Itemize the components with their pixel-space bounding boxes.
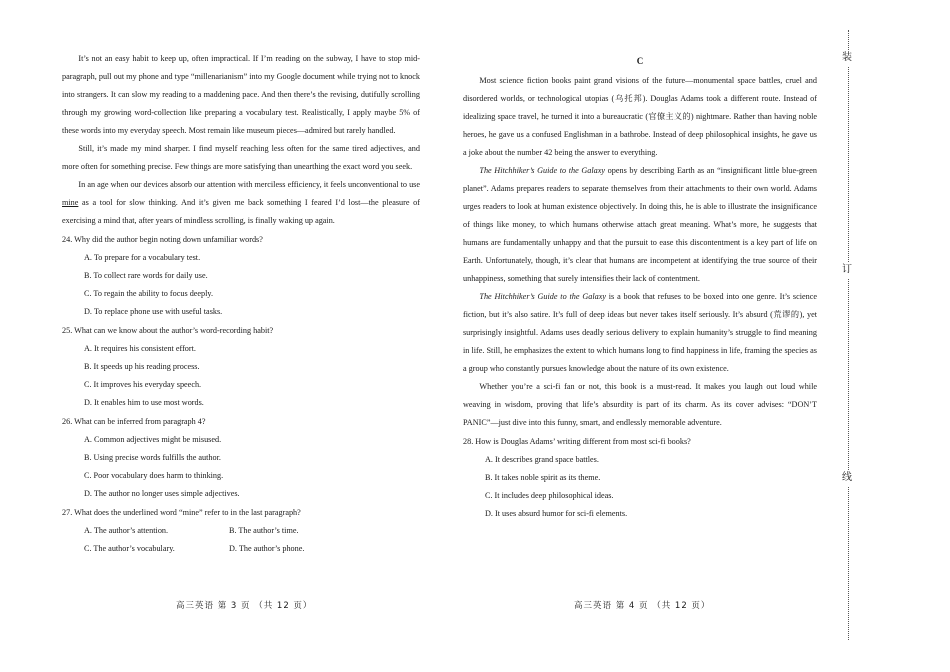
option-d: D. The author no longer uses simple adjectives.: [84, 489, 240, 498]
option-a: A. It describes grand space battles.: [485, 455, 599, 464]
right-page: [463, 50, 817, 523]
passage-c-paragraph-2: [463, 162, 817, 288]
question-25: [62, 322, 420, 412]
page-footer-3: 高三英语 第 3 页 （共 12 页）: [176, 601, 313, 611]
question-stem: 28. How is Douglas Adams’ writing different from most sci-fi books?: [463, 437, 691, 446]
question-27: [62, 504, 420, 558]
passage-paragraph-1: It’s not an easy habit to keep up, often impractical. If I’m reading on the subway, I have to stop mid-paragraph, pull out my phone and type “millenarianism” into my Google document while trying not to knock into strangers. It can slow my reading to a maddening pace. And then there’s the revising, dutifully scrolling through my growing word-collection like preparing a vocabulary test. Realistically, I apply maybe 5% of these words into my everyday speech. Most remain like museum pieces—admired but rarely handled.: [62, 54, 420, 135]
option-d: D. To replace phone use with useful tasks.: [84, 307, 223, 316]
question-24: [62, 231, 420, 321]
passage-c-paragraph-3: [463, 288, 817, 378]
option-b: B. The author’s time.: [229, 526, 299, 535]
question-stem: 27. What does the underlined word “mine” refer to in the last paragraph?: [62, 508, 301, 517]
option-row-ab: [62, 522, 420, 540]
question-stem: 25. What can we know about the author’s word-recording habit?: [62, 326, 274, 335]
option-b: B. It takes noble spirit as its theme.: [485, 473, 601, 482]
passage-c-paragraph-1: Most science fiction books paint grand visions of the future—monumental space battles, cruel and disordered worlds, or technological utopias (乌托邦). Douglas Adams took a different route. Instead of idealizing space travel, he turned it into a bureaucratic (官僚主义的) nightmare. Rather than having noble heroes, he gave us a confused Englishman in a bathrobe. Instead of deep philosophical insights, he gave us a joke about the number 42 being the answer to everything.: [463, 76, 817, 157]
binding-dotted-line: [848, 30, 849, 640]
option-a: A. Common adjectives might be misused.: [84, 435, 222, 444]
paragraph-text: opens by describing Earth as an “insignificant little blue-green planet”. Adams prepares readers to separate themselves from their attachments to their own world. Adams urges readers to look at human existence objectively. In doing this, he is able to illustrate the insignificance of things like money, to which humans otherwise attach great meaning. What’s more, he suggests that humans are fundamentally unhappy and that the pursuit to ease this discontentment is a key part of life on Earth. Unfortunately, though, it’s clear that humans are incompetent at identifying the true source of their unhappiness, something that surely intensifies their lack of contentment.: [463, 166, 818, 283]
binding-label-zhuang: 装: [842, 50, 852, 66]
option-d: D. It uses absurd humor for sci-fi elements.: [485, 509, 628, 518]
book-title: The Hitchhiker’s Guide to the Galaxy: [479, 166, 606, 175]
binding-label-xian: 线: [842, 470, 852, 486]
left-page: [62, 50, 420, 558]
option-row-cd: [62, 540, 420, 558]
page-footer-4: 高三英语 第 4 页 （共 12 页）: [574, 601, 711, 611]
binding-label-ding: 订: [842, 262, 852, 278]
question-stem: 24. Why did the author begin noting down unfamiliar words?: [62, 235, 263, 244]
underlined-word-mine: mine: [62, 198, 79, 207]
question-26: [62, 413, 420, 503]
option-b: B. To collect rare words for daily use.: [84, 271, 208, 280]
option-c: C. The author’s vocabulary.: [84, 544, 175, 553]
option-a: A. To prepare for a vocabulary test.: [84, 253, 201, 262]
book-title: The Hitchhiker’s Guide to the Galaxy: [479, 292, 606, 301]
option-c: C. To regain the ability to focus deeply.: [84, 289, 214, 298]
question-stem: 26. What can be inferred from paragraph 4?: [62, 417, 206, 426]
p3-before: In an age when our devices absorb our attention with merciless efficiency, it feels unconventional to use: [78, 180, 420, 189]
option-c: C. It improves his everyday speech.: [84, 380, 202, 389]
question-28: [463, 433, 817, 523]
option-c: C. Poor vocabulary does harm to thinking.: [84, 471, 224, 480]
section-title: C: [636, 56, 644, 66]
option-d: D. It enables him to use most words.: [84, 398, 204, 407]
p3-after: as a tool for slow thinking. And it’s given me back something I feared I’d lost—the pleasure of exercising a mind that, after years of mindless scrolling, is finally waking up again.: [62, 198, 420, 225]
passage-paragraph-3: [62, 176, 420, 230]
paragraph-text: is a book that refuses to be boxed into one genre. It’s science fiction, but it’s also satire. It’s full of deep ideas but never takes itself seriously. It’s absurd (荒谬的), yet surprisingly insightful. Adams uses deadly serious delivery to explain humanity’s struggle to find meaning in life. Still, he emphasizes the extent to which humans long to find happiness in life, framing the species as a group who constantly pursues knowledge about the nature of its own existence.: [463, 292, 817, 373]
option-a: A. The author’s attention.: [84, 526, 169, 535]
passage-c-paragraph-4: Whether you’re a sci-fi fan or not, this book is a must-read. It makes you laugh out loud while weaving in wisdom, proving that life’s absurdity is part of its charm. As its cover advises: “DON’T PANIC”—just dive into this funny, smart, and endlessly memorable adventure.: [463, 382, 817, 427]
option-b: B. Using precise words fulfills the author.: [84, 453, 221, 462]
option-a: A. It requires his consistent effort.: [84, 344, 196, 353]
option-c: C. It includes deep philosophical ideas.: [485, 491, 614, 500]
option-b: B. It speeds up his reading process.: [84, 362, 200, 371]
passage-paragraph-2: Still, it’s made my mind sharper. I find myself reaching less often for the same tired adjectives, and more often for something precise. Few things are more satisfying than unearthing the exact word you seek.: [62, 144, 420, 171]
option-d: D. The author’s phone.: [229, 544, 305, 553]
